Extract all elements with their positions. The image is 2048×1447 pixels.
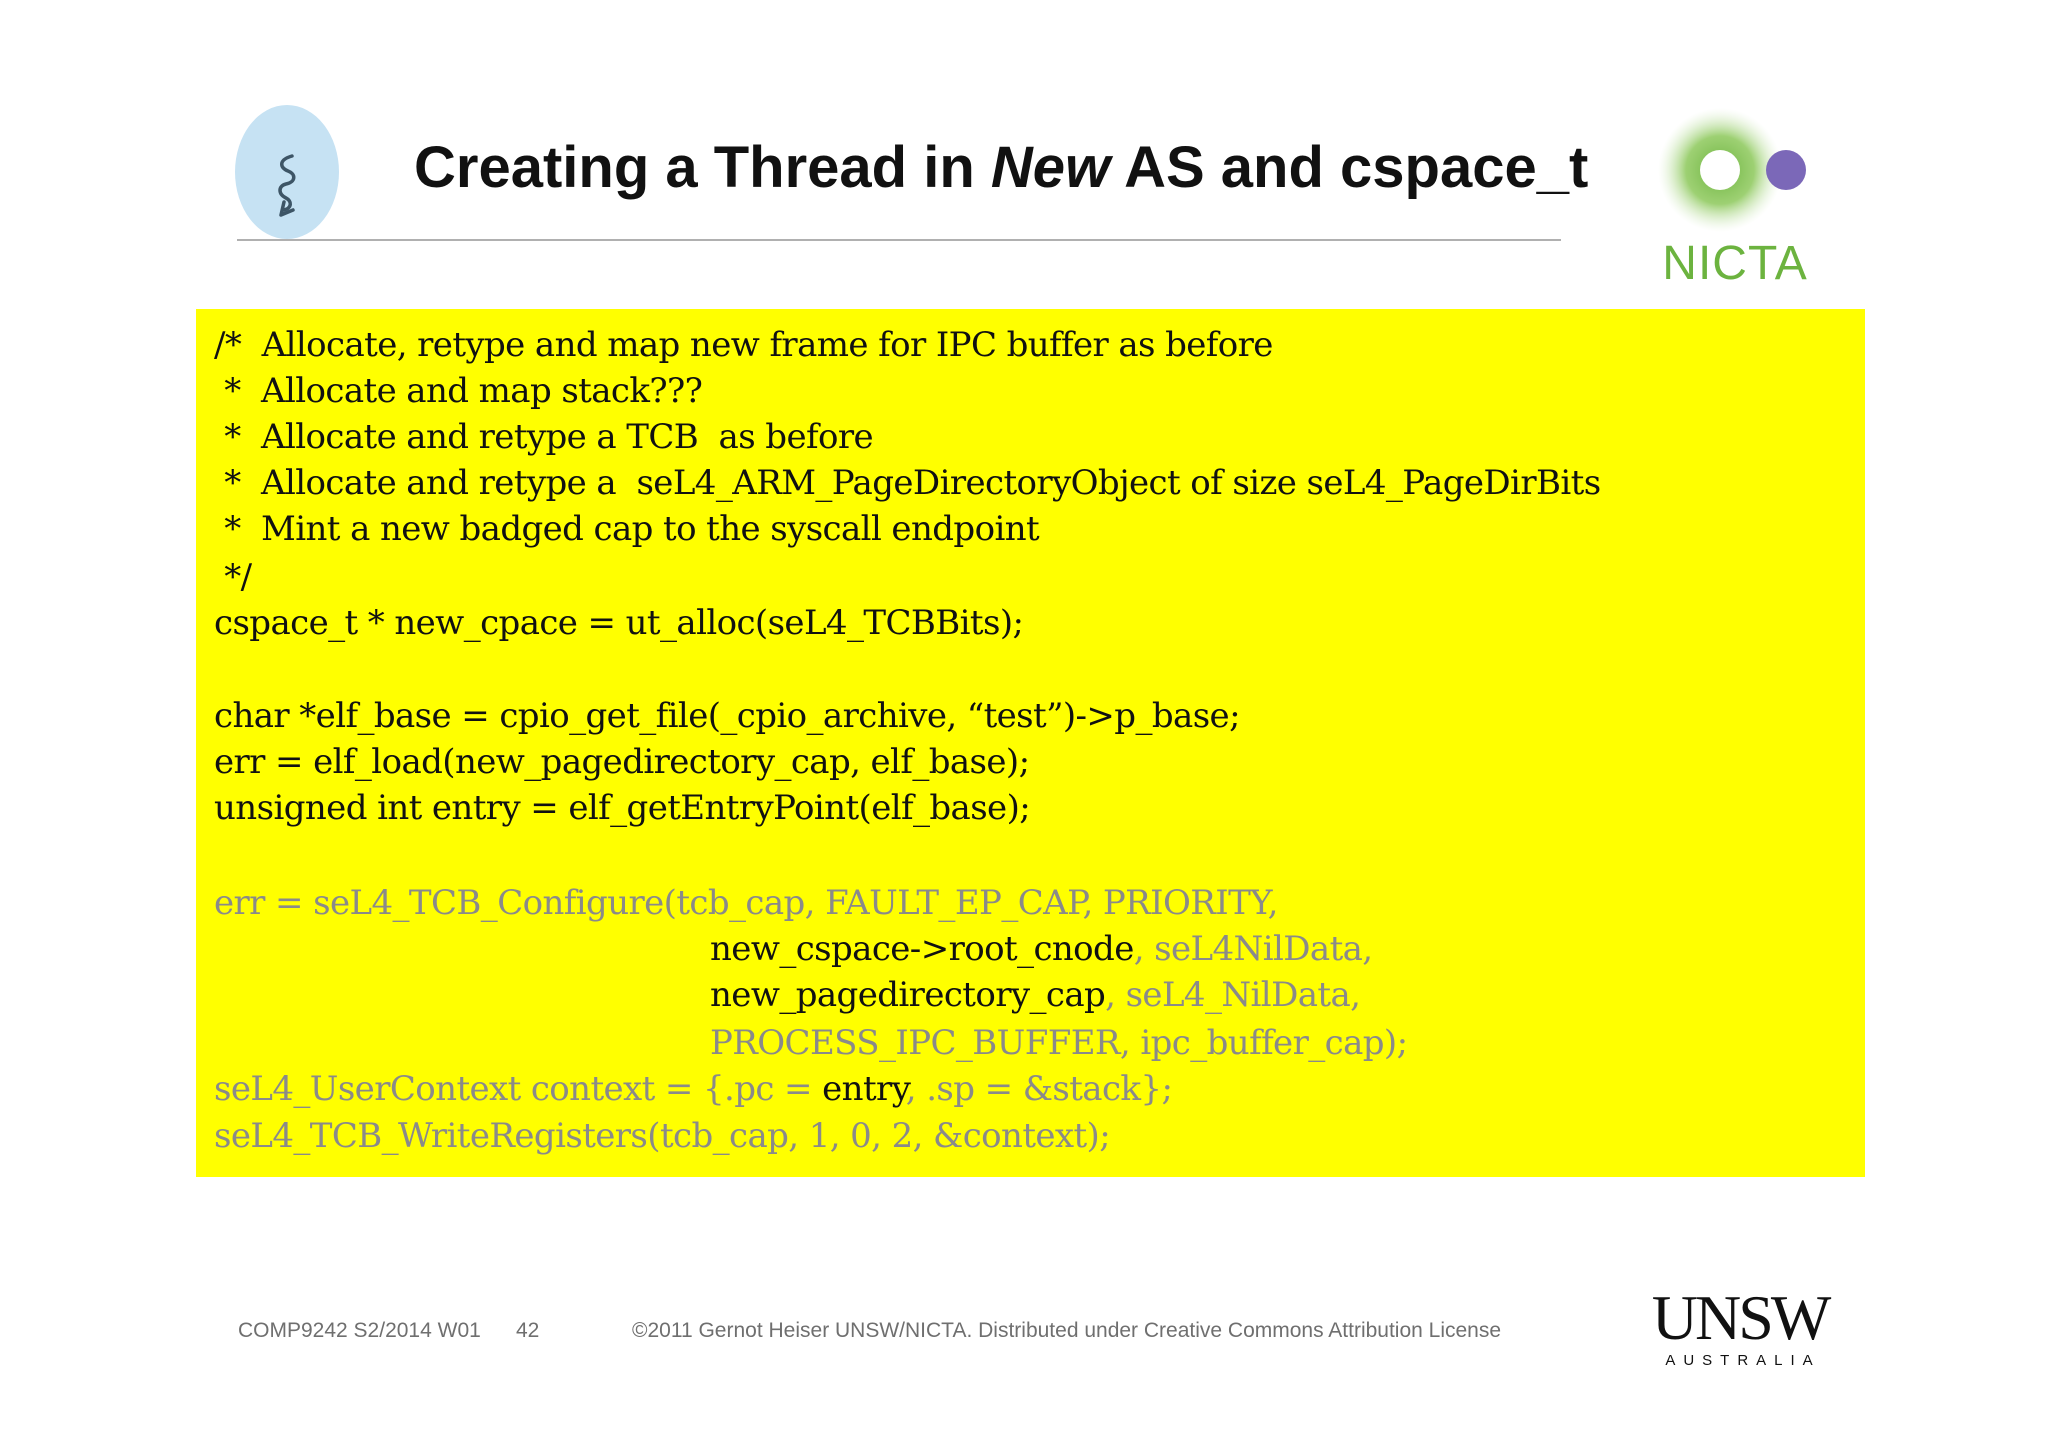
title-text: Creating a Thread in: [414, 135, 991, 200]
code-line-cnode-arg: [710, 926, 1373, 972]
code-comment-line: */: [214, 557, 252, 597]
code-line-entry: unsigned int entry = elf_getEntryPoint(elf_base);: [214, 788, 1031, 828]
code-comment-line: * Allocate and retype a TCB as before: [214, 417, 873, 457]
footer-copyright: ©2011 Gernot Heiser UNSW/NICTA. Distributed under Creative Commons Attribution License: [632, 1319, 1502, 1342]
code-line-pagedir-arg: [710, 972, 1360, 1018]
code-comment-line: * Allocate and map stack???: [214, 371, 703, 411]
code-arg-nildata: , seL4NilData,: [1133, 929, 1373, 969]
code-arg-pagedir-cap: new_pagedirectory_cap: [710, 975, 1106, 1015]
nicta-wordmark: NICTA: [1662, 237, 1808, 290]
unsw-logo: [1646, 1282, 1834, 1370]
code-line-ipc-buffer-arg: PROCESS_IPC_BUFFER, ipc_buffer_cap);: [710, 1023, 1408, 1063]
footer-page-number: 42: [516, 1319, 540, 1342]
code-line-user-context: [214, 1066, 1172, 1112]
code-arg-nildata: , seL4_NilData,: [1105, 975, 1361, 1015]
code-comment-line: * Mint a new badged cap to the syscall endpoint: [214, 509, 1040, 549]
code-entry-value: entry: [822, 1069, 906, 1109]
title-divider: [237, 239, 1561, 241]
code-line-cspace-alloc: cspace_t * new_cpace = ut_alloc(seL4_TCBBits);: [214, 603, 1024, 643]
code-line-tcb-configure: err = seL4_TCB_Configure(tcb_cap, FAULT_EP_CAP, PRIORITY,: [214, 883, 1278, 923]
footer-course: COMP9242 S2/2014 W01: [238, 1319, 481, 1342]
code-line-write-registers: seL4_TCB_WriteRegisters(tcb_cap, 1, 0, 2, &context);: [214, 1116, 1111, 1156]
code-line-elf-base: char *elf_base = cpio_get_file(_cpio_archive, “test”)->p_base;: [214, 696, 1240, 736]
title-text-end: AS and cspace_t: [1110, 135, 1589, 200]
code-arg-root-cnode: new_cspace->root_cnode: [710, 929, 1134, 969]
page-title: [414, 128, 1588, 208]
code-context-start: seL4_UserContext context = {.pc =: [214, 1069, 823, 1109]
code-line-elf-load: err = elf_load(new_pagedirectory_cap, elf_base);: [214, 742, 1030, 782]
unsw-subtitle: AUSTRALIA: [1665, 1352, 1821, 1369]
code-comment-line: * Allocate and retype a seL4_ARM_PageDirectoryObject of size seL4_PageDirBits: [214, 463, 1601, 503]
title-emphasis: New: [990, 135, 1111, 200]
code-comment-line: /* Allocate, retype and map new frame for IPC buffer as before: [214, 325, 1273, 365]
thread-icon: [234, 104, 340, 240]
code-context-end: , .sp = &stack};: [905, 1069, 1173, 1109]
unsw-wordmark: UNSW: [1651, 1282, 1829, 1353]
